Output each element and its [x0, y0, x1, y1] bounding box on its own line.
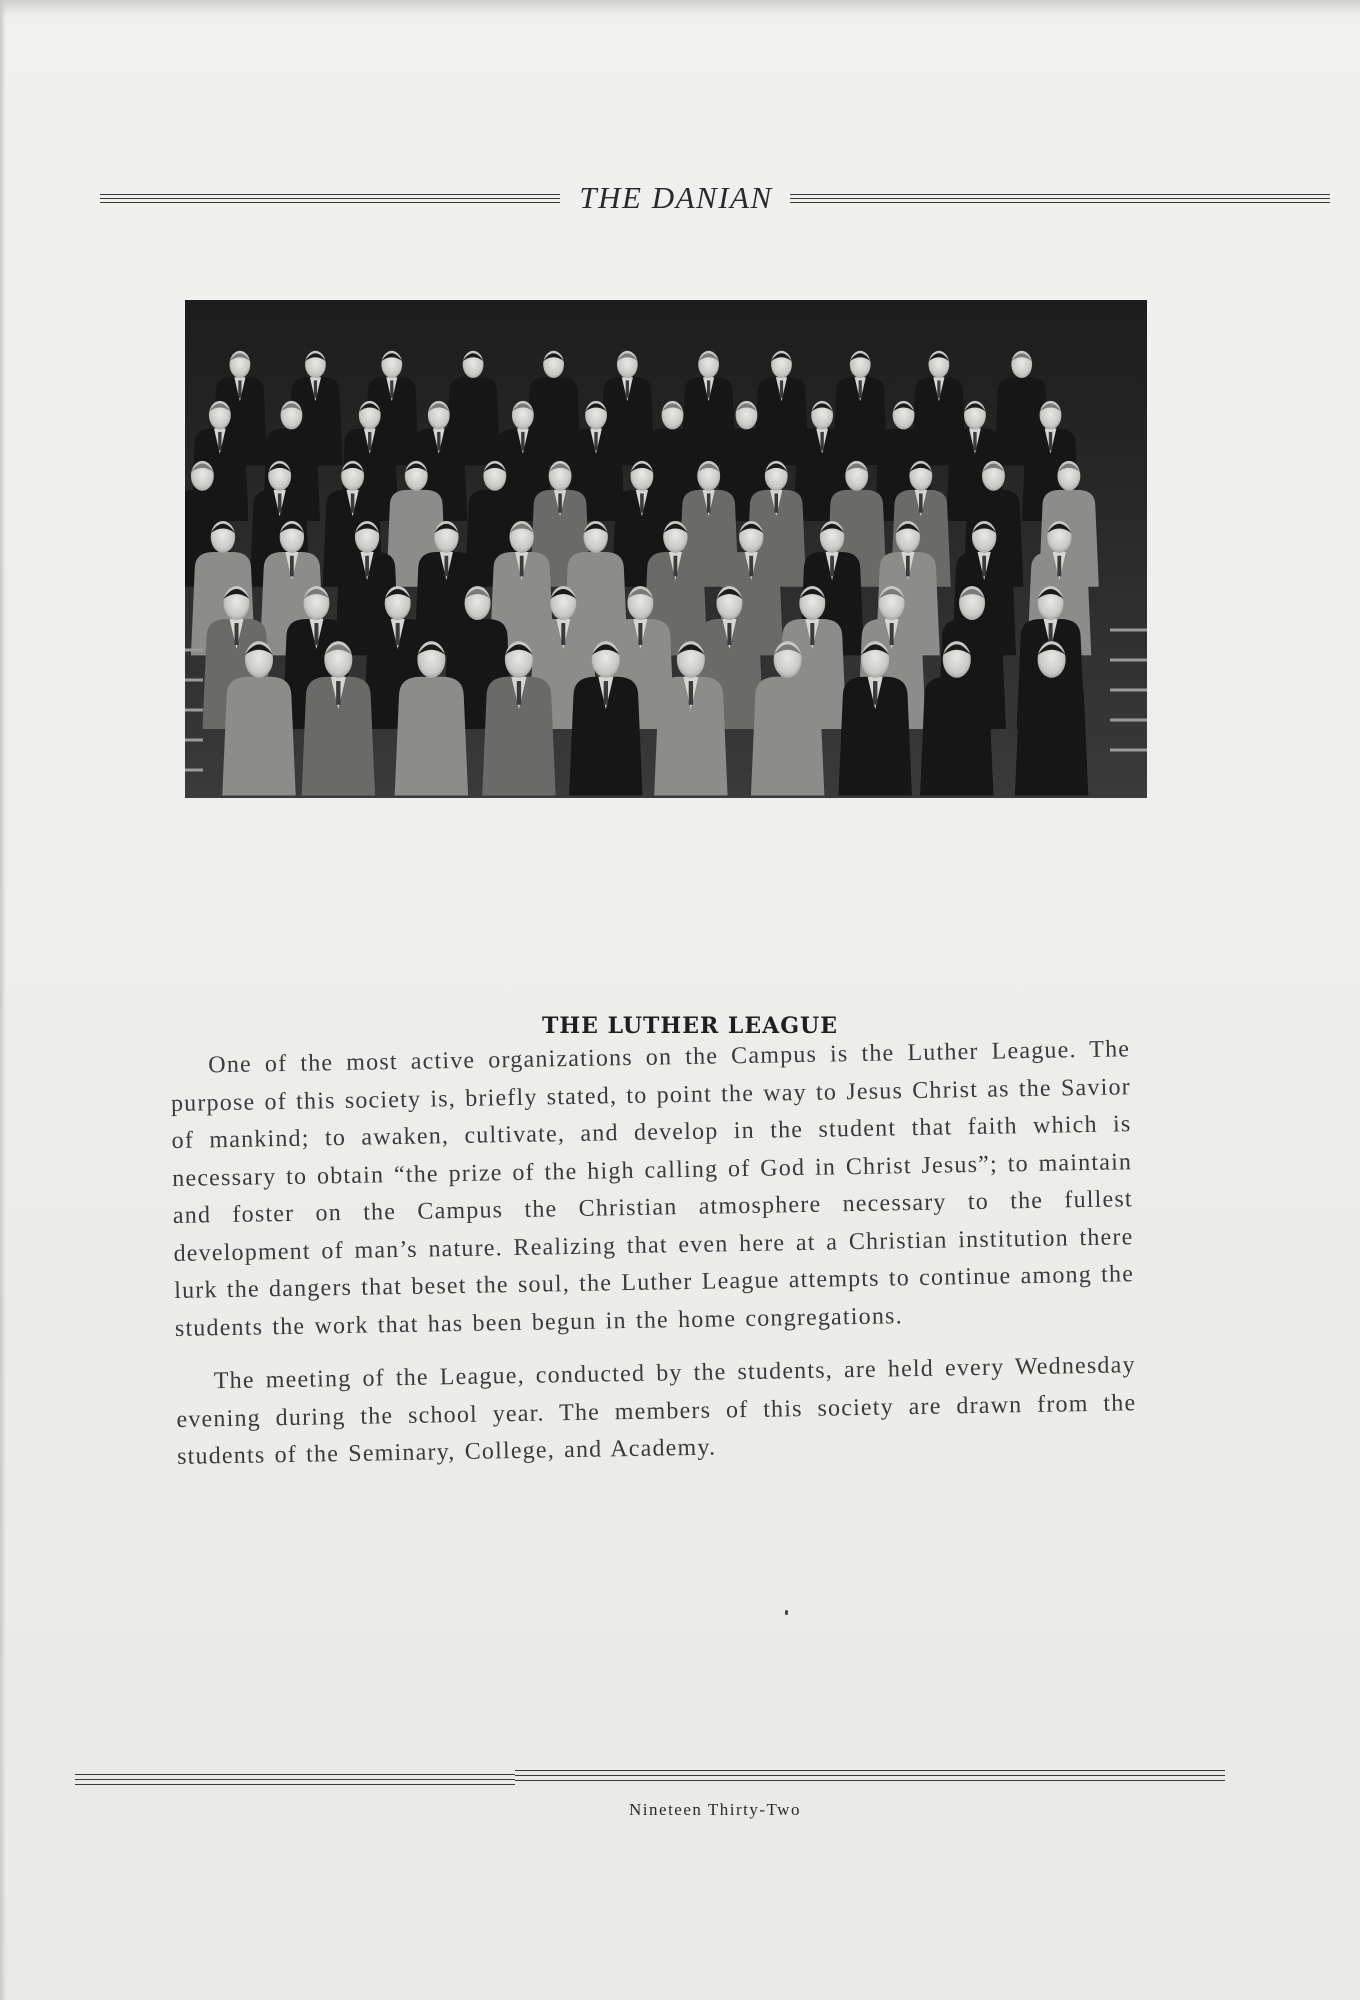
person-tie: [437, 432, 440, 450]
person-tie: [235, 623, 239, 645]
person-tie: [365, 556, 369, 577]
header-rule-right: [790, 194, 1330, 206]
person-tie: [707, 380, 710, 398]
person-tie: [780, 380, 783, 398]
person-tie: [810, 623, 814, 645]
person-tie: [218, 432, 221, 450]
person-tie: [314, 380, 317, 398]
person-body: [222, 677, 295, 796]
person-body: [751, 677, 824, 796]
page-header: [100, 180, 1235, 220]
person-tie: [859, 380, 862, 398]
person-tie: [444, 556, 448, 577]
person-tie: [238, 380, 241, 398]
person-body: [395, 677, 468, 796]
footer-year: Nineteen Thirty-Two: [629, 1800, 801, 1819]
top-edge-shadow: [0, 0, 1360, 18]
person-tie: [749, 556, 753, 577]
footer-rule-right-1: [515, 1770, 1225, 1771]
article-paragraph: One of the most active organizations on the Campus is the Luther League. The purpose of this society is, briefly stated, to point the way to Jesus Christ as the Savior of mankind; to awaken, cultivate, and develop in the student that faith which is necessary to obtain “the prize of the high calling of God in Christ Jesus”; to maintain and foster on the Campus the Christian atmosphere necessary to the fullest development of man’s nature. Realizing that even here at a Christian institution there lurk the dangers that beset the soul, the Luther League attempts to continue among the students the work that has been begun in the home congregations.: [170, 1036, 1135, 1342]
person-tie: [820, 432, 823, 450]
person-tie: [689, 681, 693, 705]
person-tie: [937, 380, 940, 398]
person-tie: [278, 493, 282, 512]
person-body: [1015, 677, 1088, 796]
person-tie: [558, 493, 562, 512]
person-tie: [707, 493, 711, 512]
footer-rule-left-1: [75, 1774, 515, 1775]
person-tie: [873, 681, 877, 705]
person-tie: [1057, 556, 1061, 577]
ink-speck: [785, 1610, 788, 1615]
article-body: [170, 1031, 1138, 1492]
footer-rule-right-2: [515, 1775, 1225, 1776]
person-tie: [594, 432, 597, 450]
person-tie: [517, 681, 521, 705]
person-tie: [314, 623, 318, 645]
person-tie: [638, 623, 642, 645]
person-body: [920, 677, 993, 796]
person-tie: [604, 681, 608, 705]
person-tie: [396, 623, 400, 645]
person-tie: [390, 380, 393, 398]
person-tie: [626, 380, 629, 398]
person-tie: [830, 556, 834, 577]
page-footer: [75, 1768, 1225, 1828]
footer-rule-right-3: [515, 1780, 1225, 1781]
person-tie: [520, 556, 524, 577]
person-tie: [774, 493, 778, 512]
person-tie: [290, 556, 294, 577]
person-tie: [521, 432, 524, 450]
person-tie: [674, 556, 678, 577]
person-tie: [973, 432, 976, 450]
person-tie: [1049, 432, 1052, 450]
person-tie: [336, 681, 340, 705]
footer-rule-left-2: [75, 1779, 515, 1780]
page-title: THE DANIAN: [579, 180, 773, 215]
person-tie: [351, 493, 355, 512]
person-tie: [561, 623, 565, 645]
left-edge-shadow: [0, 0, 6, 2000]
photo-people: [185, 351, 1147, 796]
person-tie: [906, 556, 910, 577]
person-tie: [982, 556, 986, 577]
person-tie: [640, 493, 644, 512]
person-tie: [919, 493, 923, 512]
section-title: THE LUTHER LEAGUE: [542, 1013, 838, 1039]
person-tie: [890, 623, 894, 645]
group-photo: [185, 300, 1147, 798]
person-tie: [727, 623, 731, 645]
footer-rule-left-3: [75, 1784, 515, 1785]
article-paragraph: The meeting of the League, conducted by the students, are held every Wednesday evening during the school year. The members of this society are drawn from the students of the Seminary, College, and Academy.: [176, 1352, 1137, 1470]
person-tie: [368, 432, 371, 450]
header-rule-left: [100, 194, 560, 206]
